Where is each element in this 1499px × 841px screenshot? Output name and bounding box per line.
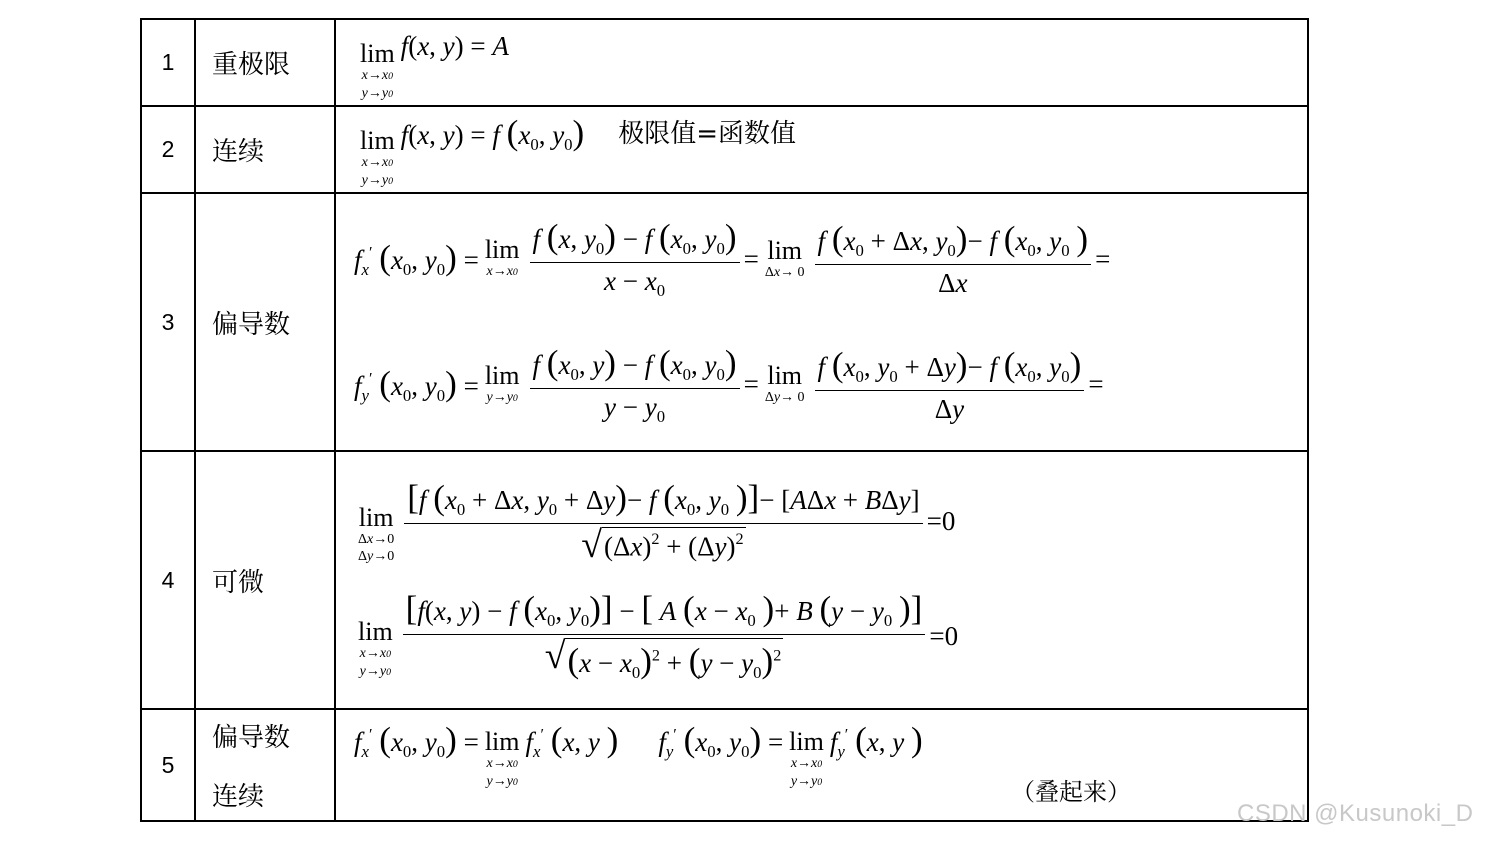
formula-continuity: lim x→x0 y→y0 f(x, y) = f ($x_0$, $y_0$) 极限值=函数值	[360, 112, 797, 188]
math-concepts-table	[140, 18, 1309, 822]
row-number: 4	[141, 451, 195, 709]
formula-cell	[335, 709, 1308, 821]
formula-partial-y: $f_y'$ ($x_0$, $y_0$) = lim y→y0 $\frac{f (x_0, y) - f (x_0, y_0)}{y - y_0}$ = lim Δy→ 0 $\frac{f (x_0, y_0 + \Delta y)- f (x_0, y_0)}{\Delta y}$ =	[354, 343, 1104, 426]
formula-double-limit: lim x→x0 y→y0 f(x, y) = A	[360, 31, 509, 101]
eq-zero: =0	[926, 505, 956, 536]
stack-note: （叠起来）	[1011, 778, 1131, 806]
formula-cell	[335, 106, 1308, 193]
row-number: 3	[141, 193, 195, 451]
watermark: CSDN @Kusunoki_D	[1237, 800, 1474, 827]
formula-cell	[335, 193, 1308, 451]
row-name: 重极限	[195, 19, 335, 106]
table-row	[141, 106, 1308, 193]
row-number: 5	[141, 709, 195, 821]
row-name-line2: 连续	[212, 782, 265, 812]
formula-continuous-partials: $f_x'$ ($x_0$, $y_0$) = lim x→x0 y→y0 $f_x'$ (x, y ) $f_y'$ ($x_0$, $y_0$) = lim x→x0 y→y0 $f_y'$ (x, y )	[354, 720, 923, 789]
continuity-note: 极限值=函数值	[618, 119, 797, 149]
table-row	[141, 19, 1308, 106]
formula-cell	[335, 451, 1308, 709]
table-row	[141, 451, 1308, 709]
table-row	[141, 709, 1308, 821]
eq-zero: =0	[929, 620, 959, 651]
row-name-line1: 偏导数	[212, 723, 291, 753]
row-name	[195, 709, 335, 821]
row-name: 连续	[195, 106, 335, 193]
row-number: 1	[141, 19, 195, 106]
formula-differentiable-2: lim x→x0 y→y0 [f(x, y) − f ($x_0$, $y_0$)] − [ A ($x - x_0$ )+ B ($y - y_0$ )] √ $(x - x_0)^2 + (y - y_0)^2$ =0	[358, 589, 959, 682]
row-name: 偏导数	[195, 193, 335, 451]
table-row	[141, 193, 1308, 451]
row-name: 可微	[195, 451, 335, 709]
row-number: 2	[141, 106, 195, 193]
formula-partial-x: $f_x'$ ($x_0$, $y_0$) = lim x→x0 $\frac{f (x, y_0) - f (x_0, y_0)}{x - x_0}$ = lim Δx→ 0 $\frac{f (x_0 + \Delta x, y_0)- f (x_0, y_0 )}{\Delta x}$ =	[354, 217, 1111, 300]
formula-differentiable-1: lim Δx→0 Δy→0 [f ($x_0 + \Delta x$, $y_0 + \Delta y)- f$ ($x_0$, $y_0$ )]− [AΔx + BΔy] √ $(\Delta x)^2 + (\Delta y)^2$ =0	[358, 477, 956, 566]
formula-cell	[335, 19, 1308, 106]
